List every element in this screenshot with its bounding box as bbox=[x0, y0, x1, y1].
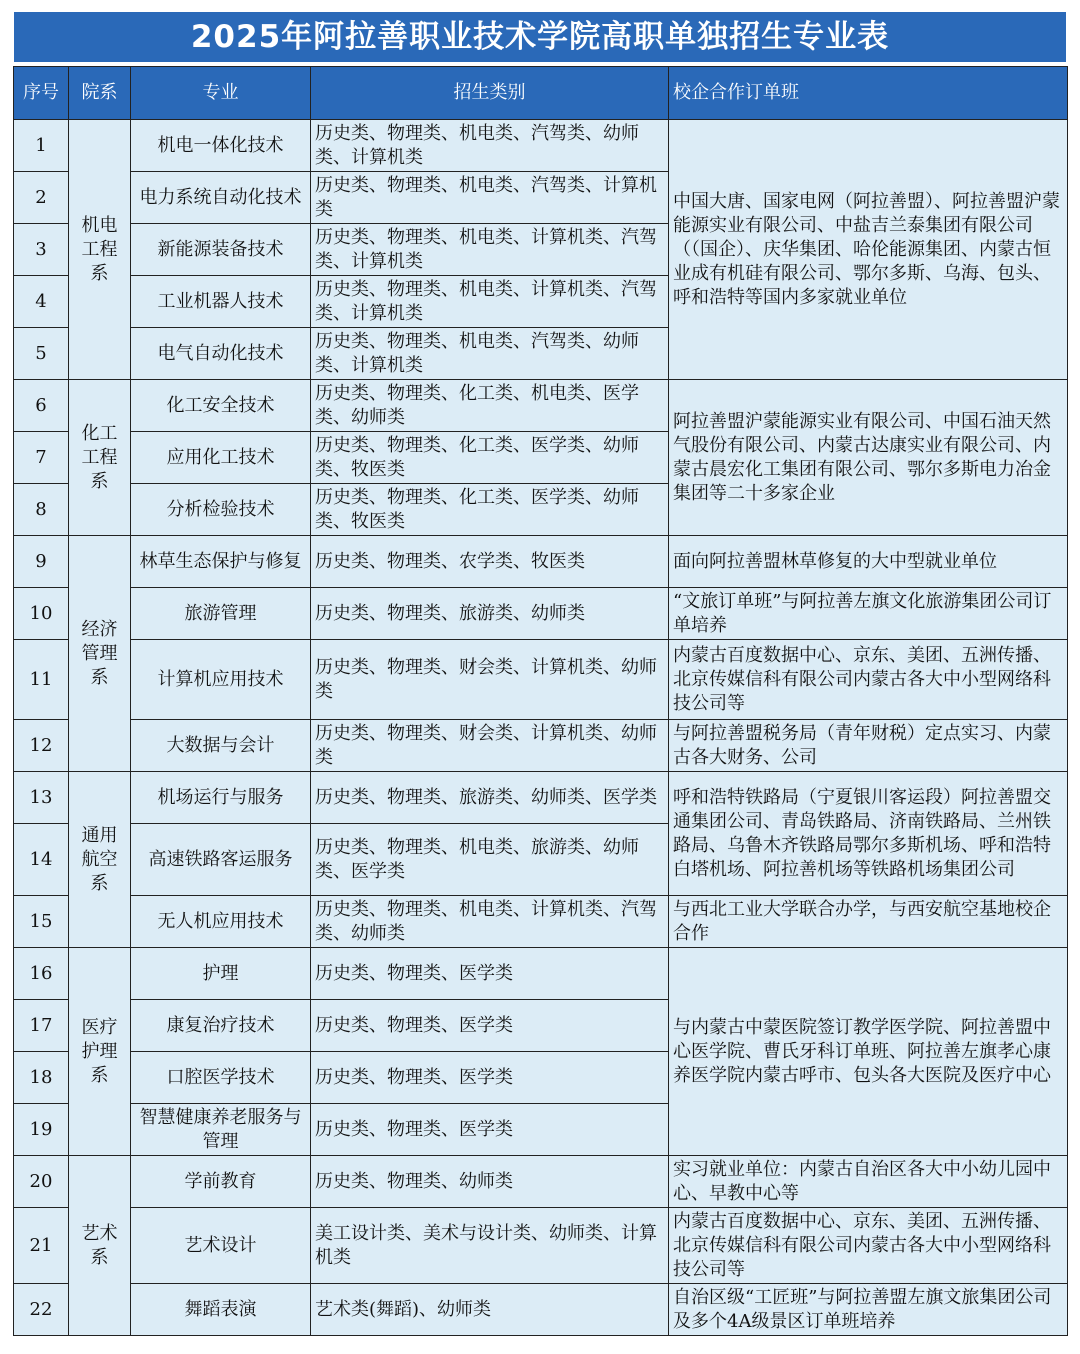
major-cell: 舞蹈表演 bbox=[131, 1284, 311, 1336]
row-num: 3 bbox=[14, 224, 69, 276]
row-num: 1 bbox=[14, 120, 69, 172]
dept-cell: 艺术系 bbox=[69, 1156, 131, 1336]
row-num: 5 bbox=[14, 328, 69, 380]
row-num: 17 bbox=[14, 1000, 69, 1052]
category-cell: 历史类、物理类、机电类、计算机类、汽驾类、计算机类 bbox=[311, 224, 669, 276]
coop-cell: 与西北工业大学联合办学，与西安航空基地校企合作 bbox=[669, 896, 1068, 948]
row-num: 19 bbox=[14, 1104, 69, 1156]
major-cell: 计算机应用技术 bbox=[131, 640, 311, 720]
category-cell: 历史类、物理类、财会类、计算机类、幼师类 bbox=[311, 640, 669, 720]
coop-cell: 面向阿拉善盟林草修复的大中型就业单位 bbox=[669, 536, 1068, 588]
row-num: 22 bbox=[14, 1284, 69, 1336]
coop-cell: 内蒙古百度数据中心、京东、美团、五洲传播、北京传媒信科有限公司内蒙古各大中小型网络科技公司等 bbox=[669, 640, 1068, 720]
major-cell: 艺术设计 bbox=[131, 1208, 311, 1284]
table-row bbox=[14, 1284, 1068, 1336]
category-cell: 历史类、物理类、机电类、汽驾类、幼师类、计算机类 bbox=[311, 328, 669, 380]
header-category: 招生类别 bbox=[311, 67, 669, 120]
row-num: 12 bbox=[14, 720, 69, 772]
category-cell: 历史类、物理类、化工类、医学类、幼师类、牧医类 bbox=[311, 484, 669, 536]
row-num: 7 bbox=[14, 432, 69, 484]
row-num: 2 bbox=[14, 172, 69, 224]
category-cell: 历史类、物理类、机电类、汽驾类、幼师类、计算机类 bbox=[311, 120, 669, 172]
category-cell: 历史类、物理类、机电类、汽驾类、计算机类 bbox=[311, 172, 669, 224]
table-row bbox=[14, 536, 1068, 588]
coop-cell: 中国大唐、国家电网（阿拉善盟）、阿拉善盟沪蒙能源实业有限公司、中盐吉兰泰集团有限公司（（国企）、庆华集团、哈伦能源集团、内蒙古恒业成有机硅有限公司、鄂尔多斯、乌海、包头、呼和浩特等国内多家就业单位 bbox=[669, 120, 1068, 380]
category-cell: 历史类、物理类、医学类 bbox=[311, 1052, 669, 1104]
category-cell: 历史类、物理类、机电类、计算机类、汽驾类、幼师类 bbox=[311, 896, 669, 948]
table-row bbox=[14, 380, 1068, 432]
majors-table bbox=[13, 66, 1068, 1336]
major-cell: 化工安全技术 bbox=[131, 380, 311, 432]
category-cell: 历史类、物理类、旅游类、幼师类 bbox=[311, 588, 669, 640]
table-row bbox=[14, 772, 1068, 824]
category-cell: 历史类、物理类、化工类、医学类、幼师类、牧医类 bbox=[311, 432, 669, 484]
category-cell: 历史类、物理类、机电类、计算机类、汽驾类、计算机类 bbox=[311, 276, 669, 328]
major-cell: 电气自动化技术 bbox=[131, 328, 311, 380]
major-cell: 机场运行与服务 bbox=[131, 772, 311, 824]
table-row bbox=[14, 896, 1068, 948]
row-num: 11 bbox=[14, 640, 69, 720]
major-cell: 康复治疗技术 bbox=[131, 1000, 311, 1052]
header-coop: 校企合作订单班 bbox=[669, 67, 1068, 120]
category-cell: 历史类、物理类、化工类、机电类、医学类、幼师类 bbox=[311, 380, 669, 432]
category-cell: 历史类、物理类、幼师类 bbox=[311, 1156, 669, 1208]
coop-cell: 与内蒙古中蒙医院签订教学医学院、阿拉善盟中心医学院、曹氏牙科订单班、阿拉善左旗孝心康养医学院内蒙古呼市、包头各大医院及医疗中心 bbox=[669, 948, 1068, 1156]
category-cell: 历史类、物理类、医学类 bbox=[311, 1000, 669, 1052]
header-num: 序号 bbox=[14, 67, 69, 120]
major-cell: 口腔医学技术 bbox=[131, 1052, 311, 1104]
major-cell: 分析检验技术 bbox=[131, 484, 311, 536]
page-title: 2025年阿拉善职业技术学院高职单独招生专业表 bbox=[14, 12, 1066, 62]
row-num: 13 bbox=[14, 772, 69, 824]
major-cell: 工业机器人技术 bbox=[131, 276, 311, 328]
row-num: 4 bbox=[14, 276, 69, 328]
header-dept: 院系 bbox=[69, 67, 131, 120]
major-cell: 林草生态保护与修复 bbox=[131, 536, 311, 588]
major-cell: 应用化工技术 bbox=[131, 432, 311, 484]
row-num: 16 bbox=[14, 948, 69, 1000]
table-row bbox=[14, 1208, 1068, 1284]
major-cell: 电力系统自动化技术 bbox=[131, 172, 311, 224]
category-cell: 历史类、物理类、机电类、旅游类、幼师类、医学类 bbox=[311, 824, 669, 896]
category-cell: 美工设计类、美术与设计类、幼师类、计算机类 bbox=[311, 1208, 669, 1284]
row-num: 9 bbox=[14, 536, 69, 588]
table-row bbox=[14, 640, 1068, 720]
row-num: 14 bbox=[14, 824, 69, 896]
dept-cell: 通用航空系 bbox=[69, 772, 131, 948]
coop-cell: 自治区级“工匠班”与阿拉善盟左旗文旅集团公司及多个4A级景区订单班培养 bbox=[669, 1284, 1068, 1336]
dept-cell: 化工工程系 bbox=[69, 380, 131, 536]
category-cell: 历史类、物理类、旅游类、幼师类、医学类 bbox=[311, 772, 669, 824]
category-cell: 艺术类(舞蹈)、幼师类 bbox=[311, 1284, 669, 1336]
dept-cell: 经济管理系 bbox=[69, 536, 131, 772]
category-cell: 历史类、物理类、医学类 bbox=[311, 948, 669, 1000]
row-num: 20 bbox=[14, 1156, 69, 1208]
major-cell: 高速铁路客运服务 bbox=[131, 824, 311, 896]
major-cell: 无人机应用技术 bbox=[131, 896, 311, 948]
category-cell: 历史类、物理类、医学类 bbox=[311, 1104, 669, 1156]
dept-cell: 机电工程系 bbox=[69, 120, 131, 380]
table-row bbox=[14, 720, 1068, 772]
coop-cell: 与阿拉善盟税务局（青年财税）定点实习、内蒙古各大财务、公司 bbox=[669, 720, 1068, 772]
dept-cell: 医疗护理系 bbox=[69, 948, 131, 1156]
major-cell: 旅游管理 bbox=[131, 588, 311, 640]
coop-cell: 呼和浩特铁路局（宁夏银川客运段）阿拉善盟交通集团公司、青岛铁路局、济南铁路局、兰州铁路局、乌鲁木齐铁路局鄂尔多斯机场、呼和浩特白塔机场、阿拉善机场等铁路机场集团公司 bbox=[669, 772, 1068, 896]
category-cell: 历史类、物理类、农学类、牧医类 bbox=[311, 536, 669, 588]
row-num: 15 bbox=[14, 896, 69, 948]
coop-cell: 内蒙古百度数据中心、京东、美团、五洲传播、北京传媒信科有限公司内蒙古各大中小型网络科技公司等 bbox=[669, 1208, 1068, 1284]
major-cell: 大数据与会计 bbox=[131, 720, 311, 772]
row-num: 18 bbox=[14, 1052, 69, 1104]
coop-cell: 实习就业单位：内蒙古自治区各大中小幼儿园中心、早教中心等 bbox=[669, 1156, 1068, 1208]
row-num: 8 bbox=[14, 484, 69, 536]
coop-cell: “文旅订单班”与阿拉善左旗文化旅游集团公司订单培养 bbox=[669, 588, 1068, 640]
major-cell: 护理 bbox=[131, 948, 311, 1000]
table-row bbox=[14, 948, 1068, 1000]
row-num: 10 bbox=[14, 588, 69, 640]
major-cell: 新能源装备技术 bbox=[131, 224, 311, 276]
table-header-row bbox=[14, 67, 1068, 120]
header-major: 专业 bbox=[131, 67, 311, 120]
major-cell: 智慧健康养老服务与管理 bbox=[131, 1104, 311, 1156]
major-cell: 学前教育 bbox=[131, 1156, 311, 1208]
coop-cell: 阿拉善盟沪蒙能源实业有限公司、中国石油天然气股份有限公司、内蒙古达康实业有限公司、内蒙古晨宏化工集团有限公司、鄂尔多斯电力冶金集团等二十多家企业 bbox=[669, 380, 1068, 536]
category-cell: 历史类、物理类、财会类、计算机类、幼师类 bbox=[311, 720, 669, 772]
row-num: 21 bbox=[14, 1208, 69, 1284]
table-row bbox=[14, 1156, 1068, 1208]
row-num: 6 bbox=[14, 380, 69, 432]
table-row bbox=[14, 120, 1068, 172]
table-row bbox=[14, 588, 1068, 640]
major-cell: 机电一体化技术 bbox=[131, 120, 311, 172]
